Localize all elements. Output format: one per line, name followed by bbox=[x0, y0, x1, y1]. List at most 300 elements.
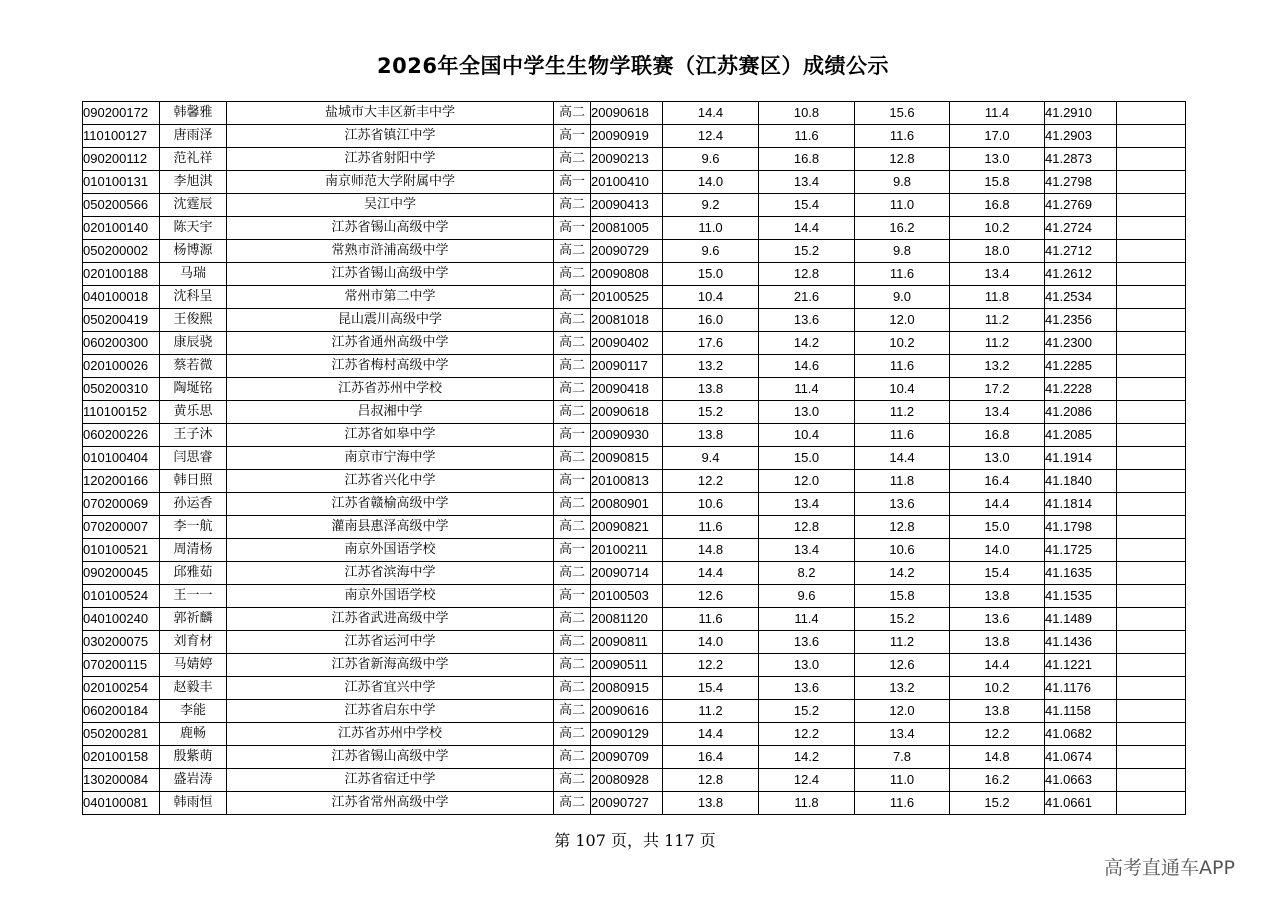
cell-score-2: 10.4 bbox=[759, 424, 855, 447]
cell-score-4: 13.8 bbox=[950, 700, 1045, 723]
cell-name: 唐雨泽 bbox=[160, 125, 227, 148]
cell-school: 江苏省宿迁中学 bbox=[227, 769, 554, 792]
cell-score-1: 12.2 bbox=[663, 470, 759, 493]
results-table bbox=[82, 101, 1186, 815]
table-row bbox=[83, 654, 1186, 677]
cell-score-3: 13.2 bbox=[855, 677, 950, 700]
cell-score-2: 9.6 bbox=[759, 585, 855, 608]
table-row bbox=[83, 263, 1186, 286]
cell-grade: 高二 bbox=[554, 723, 591, 746]
cell-score-3: 11.6 bbox=[855, 792, 950, 815]
cell-exam-id: 120200166 bbox=[83, 470, 160, 493]
cell-score-2: 21.6 bbox=[759, 286, 855, 309]
cell-name: 王子沐 bbox=[160, 424, 227, 447]
cell-score-1: 13.8 bbox=[663, 792, 759, 815]
cell-total: 41.2798 bbox=[1045, 171, 1117, 194]
cell-exam-id: 010100404 bbox=[83, 447, 160, 470]
cell-school: 江苏省新海高级中学 bbox=[227, 654, 554, 677]
cell-school: 江苏省宜兴中学 bbox=[227, 677, 554, 700]
cell-birthdate: 20090418 bbox=[591, 378, 663, 401]
table-row bbox=[83, 562, 1186, 585]
cell-score-3: 12.8 bbox=[855, 516, 950, 539]
cell-name: 蔡若微 bbox=[160, 355, 227, 378]
cell-grade: 高二 bbox=[554, 631, 591, 654]
cell-extra bbox=[1117, 125, 1186, 148]
cell-total: 41.1725 bbox=[1045, 539, 1117, 562]
cell-birthdate: 20100503 bbox=[591, 585, 663, 608]
table-row bbox=[83, 585, 1186, 608]
cell-grade: 高二 bbox=[554, 769, 591, 792]
cell-extra bbox=[1117, 102, 1186, 125]
cell-score-1: 11.2 bbox=[663, 700, 759, 723]
cell-total: 41.2086 bbox=[1045, 401, 1117, 424]
table-row bbox=[83, 516, 1186, 539]
cell-score-3: 11.2 bbox=[855, 401, 950, 424]
cell-school: 江苏省锡山高级中学 bbox=[227, 217, 554, 240]
table-row bbox=[83, 424, 1186, 447]
cell-exam-id: 030200075 bbox=[83, 631, 160, 654]
cell-score-2: 15.2 bbox=[759, 240, 855, 263]
cell-exam-id: 060200300 bbox=[83, 332, 160, 355]
cell-birthdate: 20090413 bbox=[591, 194, 663, 217]
cell-extra bbox=[1117, 631, 1186, 654]
cell-exam-id: 050200002 bbox=[83, 240, 160, 263]
cell-exam-id: 050200566 bbox=[83, 194, 160, 217]
cell-extra bbox=[1117, 585, 1186, 608]
cell-grade: 高二 bbox=[554, 240, 591, 263]
cell-birthdate: 20090811 bbox=[591, 631, 663, 654]
cell-name: 韩日照 bbox=[160, 470, 227, 493]
cell-score-1: 14.4 bbox=[663, 562, 759, 585]
cell-total: 41.1798 bbox=[1045, 516, 1117, 539]
cell-extra bbox=[1117, 447, 1186, 470]
cell-school: 江苏省苏州中学校 bbox=[227, 378, 554, 401]
cell-grade: 高二 bbox=[554, 654, 591, 677]
cell-score-3: 12.0 bbox=[855, 700, 950, 723]
cell-school: 江苏省兴化中学 bbox=[227, 470, 554, 493]
cell-score-2: 13.4 bbox=[759, 493, 855, 516]
cell-grade: 高二 bbox=[554, 102, 591, 125]
cell-total: 41.2534 bbox=[1045, 286, 1117, 309]
cell-score-2: 14.2 bbox=[759, 746, 855, 769]
cell-score-3: 12.8 bbox=[855, 148, 950, 171]
cell-birthdate: 20090117 bbox=[591, 355, 663, 378]
table-row bbox=[83, 470, 1186, 493]
cell-score-4: 11.2 bbox=[950, 332, 1045, 355]
cell-name: 康辰骁 bbox=[160, 332, 227, 355]
cell-birthdate: 20100211 bbox=[591, 539, 663, 562]
cell-exam-id: 050200310 bbox=[83, 378, 160, 401]
cell-exam-id: 010100131 bbox=[83, 171, 160, 194]
cell-score-3: 9.8 bbox=[855, 171, 950, 194]
table-row bbox=[83, 217, 1186, 240]
page-footer: 第 107 页，共 117 页 bbox=[554, 831, 716, 850]
table-row bbox=[83, 309, 1186, 332]
cell-score-3: 15.2 bbox=[855, 608, 950, 631]
cell-school: 江苏省镇江中学 bbox=[227, 125, 554, 148]
table-row bbox=[83, 539, 1186, 562]
cell-score-4: 13.0 bbox=[950, 148, 1045, 171]
cell-name: 周清杨 bbox=[160, 539, 227, 562]
cell-extra bbox=[1117, 792, 1186, 815]
cell-total: 41.1840 bbox=[1045, 470, 1117, 493]
cell-score-1: 12.8 bbox=[663, 769, 759, 792]
table-row bbox=[83, 723, 1186, 746]
cell-school: 江苏省武进高级中学 bbox=[227, 608, 554, 631]
cell-exam-id: 020100158 bbox=[83, 746, 160, 769]
cell-score-4: 15.2 bbox=[950, 792, 1045, 815]
table-row bbox=[83, 608, 1186, 631]
cell-total: 41.1489 bbox=[1045, 608, 1117, 631]
cell-score-4: 13.8 bbox=[950, 585, 1045, 608]
cell-school: 南京外国语学校 bbox=[227, 539, 554, 562]
cell-total: 41.2873 bbox=[1045, 148, 1117, 171]
cell-score-3: 11.6 bbox=[855, 263, 950, 286]
table-row bbox=[83, 171, 1186, 194]
cell-score-4: 16.4 bbox=[950, 470, 1045, 493]
cell-score-3: 11.0 bbox=[855, 769, 950, 792]
cell-score-2: 11.8 bbox=[759, 792, 855, 815]
cell-exam-id: 020100026 bbox=[83, 355, 160, 378]
cell-extra bbox=[1117, 723, 1186, 746]
cell-grade: 高二 bbox=[554, 355, 591, 378]
table-row bbox=[83, 769, 1186, 792]
cell-extra bbox=[1117, 608, 1186, 631]
cell-grade: 高二 bbox=[554, 493, 591, 516]
cell-extra bbox=[1117, 424, 1186, 447]
cell-extra bbox=[1117, 516, 1186, 539]
cell-score-1: 14.8 bbox=[663, 539, 759, 562]
cell-score-1: 13.8 bbox=[663, 424, 759, 447]
cell-score-3: 11.8 bbox=[855, 470, 950, 493]
cell-birthdate: 20080928 bbox=[591, 769, 663, 792]
cell-score-2: 12.4 bbox=[759, 769, 855, 792]
cell-score-2: 12.2 bbox=[759, 723, 855, 746]
cell-score-4: 16.8 bbox=[950, 194, 1045, 217]
cell-score-1: 13.2 bbox=[663, 355, 759, 378]
cell-school: 灌南县惠泽高级中学 bbox=[227, 516, 554, 539]
cell-extra bbox=[1117, 309, 1186, 332]
cell-score-3: 12.6 bbox=[855, 654, 950, 677]
cell-total: 41.0663 bbox=[1045, 769, 1117, 792]
cell-school: 江苏省常州高级中学 bbox=[227, 792, 554, 815]
cell-extra bbox=[1117, 148, 1186, 171]
cell-total: 41.2285 bbox=[1045, 355, 1117, 378]
cell-exam-id: 110100127 bbox=[83, 125, 160, 148]
cell-score-1: 16.0 bbox=[663, 309, 759, 332]
cell-name: 韩雨恒 bbox=[160, 792, 227, 815]
cell-birthdate: 20090709 bbox=[591, 746, 663, 769]
cell-name: 沈科呈 bbox=[160, 286, 227, 309]
table-row bbox=[83, 125, 1186, 148]
cell-score-2: 13.4 bbox=[759, 171, 855, 194]
cell-school: 江苏省滨海中学 bbox=[227, 562, 554, 585]
cell-extra bbox=[1117, 217, 1186, 240]
cell-score-1: 9.6 bbox=[663, 148, 759, 171]
cell-extra bbox=[1117, 493, 1186, 516]
cell-score-1: 14.4 bbox=[663, 102, 759, 125]
cell-exam-id: 010100524 bbox=[83, 585, 160, 608]
cell-score-3: 11.6 bbox=[855, 125, 950, 148]
cell-score-4: 12.2 bbox=[950, 723, 1045, 746]
cell-score-2: 14.4 bbox=[759, 217, 855, 240]
cell-extra bbox=[1117, 355, 1186, 378]
cell-score-1: 12.2 bbox=[663, 654, 759, 677]
cell-exam-id: 020100188 bbox=[83, 263, 160, 286]
cell-total: 41.1221 bbox=[1045, 654, 1117, 677]
table-body bbox=[83, 102, 1186, 815]
cell-school: 江苏省赣榆高级中学 bbox=[227, 493, 554, 516]
cell-score-2: 12.0 bbox=[759, 470, 855, 493]
cell-score-2: 15.2 bbox=[759, 700, 855, 723]
cell-score-3: 7.8 bbox=[855, 746, 950, 769]
cell-birthdate: 20100813 bbox=[591, 470, 663, 493]
cell-grade: 高一 bbox=[554, 217, 591, 240]
cell-score-2: 14.2 bbox=[759, 332, 855, 355]
cell-score-3: 10.6 bbox=[855, 539, 950, 562]
cell-school: 江苏省苏州中学校 bbox=[227, 723, 554, 746]
cell-score-4: 16.2 bbox=[950, 769, 1045, 792]
cell-grade: 高一 bbox=[554, 286, 591, 309]
cell-total: 41.2612 bbox=[1045, 263, 1117, 286]
cell-birthdate: 20081120 bbox=[591, 608, 663, 631]
cell-score-3: 15.8 bbox=[855, 585, 950, 608]
watermark: 高考直通车APP bbox=[1104, 857, 1235, 879]
cell-score-4: 17.2 bbox=[950, 378, 1045, 401]
cell-grade: 高二 bbox=[554, 401, 591, 424]
cell-total: 41.1535 bbox=[1045, 585, 1117, 608]
cell-extra bbox=[1117, 746, 1186, 769]
cell-score-1: 15.0 bbox=[663, 263, 759, 286]
cell-score-3: 11.2 bbox=[855, 631, 950, 654]
cell-score-4: 10.2 bbox=[950, 217, 1045, 240]
cell-birthdate: 20090729 bbox=[591, 240, 663, 263]
cell-birthdate: 20081005 bbox=[591, 217, 663, 240]
cell-school: 南京外国语学校 bbox=[227, 585, 554, 608]
cell-score-1: 10.6 bbox=[663, 493, 759, 516]
cell-school: 南京市宁海中学 bbox=[227, 447, 554, 470]
cell-birthdate: 20090402 bbox=[591, 332, 663, 355]
cell-score-4: 16.8 bbox=[950, 424, 1045, 447]
cell-birthdate: 20100525 bbox=[591, 286, 663, 309]
cell-score-3: 11.0 bbox=[855, 194, 950, 217]
cell-extra bbox=[1117, 470, 1186, 493]
cell-total: 41.2300 bbox=[1045, 332, 1117, 355]
cell-extra bbox=[1117, 286, 1186, 309]
cell-total: 41.2724 bbox=[1045, 217, 1117, 240]
cell-birthdate: 20080901 bbox=[591, 493, 663, 516]
cell-extra bbox=[1117, 654, 1186, 677]
cell-total: 41.1635 bbox=[1045, 562, 1117, 585]
cell-grade: 高二 bbox=[554, 516, 591, 539]
cell-name: 王一一 bbox=[160, 585, 227, 608]
cell-score-2: 15.0 bbox=[759, 447, 855, 470]
cell-birthdate: 20090616 bbox=[591, 700, 663, 723]
cell-school: 江苏省通州高级中学 bbox=[227, 332, 554, 355]
cell-extra bbox=[1117, 378, 1186, 401]
table-row bbox=[83, 194, 1186, 217]
cell-grade: 高二 bbox=[554, 378, 591, 401]
cell-exam-id: 070200069 bbox=[83, 493, 160, 516]
cell-school: 吴江中学 bbox=[227, 194, 554, 217]
cell-exam-id: 130200084 bbox=[83, 769, 160, 792]
cell-total: 41.1176 bbox=[1045, 677, 1117, 700]
cell-name: 马婧婷 bbox=[160, 654, 227, 677]
cell-extra bbox=[1117, 677, 1186, 700]
cell-name: 沈霆辰 bbox=[160, 194, 227, 217]
cell-name: 鹿畅 bbox=[160, 723, 227, 746]
cell-score-3: 14.2 bbox=[855, 562, 950, 585]
cell-score-2: 16.8 bbox=[759, 148, 855, 171]
cell-score-4: 13.4 bbox=[950, 263, 1045, 286]
cell-grade: 高二 bbox=[554, 309, 591, 332]
table-row bbox=[83, 148, 1186, 171]
cell-school: 南京师范大学附属中学 bbox=[227, 171, 554, 194]
cell-score-2: 11.4 bbox=[759, 378, 855, 401]
cell-grade: 高一 bbox=[554, 585, 591, 608]
cell-score-1: 9.2 bbox=[663, 194, 759, 217]
cell-school: 常熟市浒浦高级中学 bbox=[227, 240, 554, 263]
cell-score-1: 12.6 bbox=[663, 585, 759, 608]
cell-name: 范礼祥 bbox=[160, 148, 227, 171]
cell-score-3: 10.2 bbox=[855, 332, 950, 355]
cell-score-4: 14.0 bbox=[950, 539, 1045, 562]
cell-score-3: 12.0 bbox=[855, 309, 950, 332]
cell-total: 41.2910 bbox=[1045, 102, 1117, 125]
cell-grade: 高一 bbox=[554, 470, 591, 493]
cell-score-3: 13.6 bbox=[855, 493, 950, 516]
cell-total: 41.1814 bbox=[1045, 493, 1117, 516]
cell-grade: 高一 bbox=[554, 171, 591, 194]
cell-score-4: 15.0 bbox=[950, 516, 1045, 539]
cell-score-1: 17.6 bbox=[663, 332, 759, 355]
cell-birthdate: 20090213 bbox=[591, 148, 663, 171]
cell-school: 吕叔湘中学 bbox=[227, 401, 554, 424]
cell-score-1: 14.0 bbox=[663, 631, 759, 654]
cell-name: 王俊熙 bbox=[160, 309, 227, 332]
cell-total: 41.1158 bbox=[1045, 700, 1117, 723]
cell-score-4: 18.0 bbox=[950, 240, 1045, 263]
cell-exam-id: 060200184 bbox=[83, 700, 160, 723]
cell-score-1: 11.0 bbox=[663, 217, 759, 240]
cell-score-3: 13.4 bbox=[855, 723, 950, 746]
cell-score-4: 10.2 bbox=[950, 677, 1045, 700]
cell-total: 41.2356 bbox=[1045, 309, 1117, 332]
cell-birthdate: 20090919 bbox=[591, 125, 663, 148]
cell-exam-id: 070200007 bbox=[83, 516, 160, 539]
cell-score-1: 11.6 bbox=[663, 516, 759, 539]
cell-school: 昆山震川高级中学 bbox=[227, 309, 554, 332]
cell-score-1: 15.4 bbox=[663, 677, 759, 700]
cell-score-4: 14.4 bbox=[950, 654, 1045, 677]
table-row bbox=[83, 102, 1186, 125]
cell-score-1: 14.4 bbox=[663, 723, 759, 746]
cell-name: 李旭淇 bbox=[160, 171, 227, 194]
cell-total: 41.0674 bbox=[1045, 746, 1117, 769]
cell-score-1: 13.8 bbox=[663, 378, 759, 401]
cell-extra bbox=[1117, 700, 1186, 723]
cell-extra bbox=[1117, 562, 1186, 585]
cell-exam-id: 090200045 bbox=[83, 562, 160, 585]
cell-exam-id: 020100254 bbox=[83, 677, 160, 700]
cell-score-1: 11.6 bbox=[663, 608, 759, 631]
cell-birthdate: 20090821 bbox=[591, 516, 663, 539]
cell-total: 41.0661 bbox=[1045, 792, 1117, 815]
cell-score-4: 15.4 bbox=[950, 562, 1045, 585]
cell-school: 江苏省如皋中学 bbox=[227, 424, 554, 447]
cell-name: 李一航 bbox=[160, 516, 227, 539]
cell-score-4: 13.8 bbox=[950, 631, 1045, 654]
cell-exam-id: 040100081 bbox=[83, 792, 160, 815]
cell-exam-id: 040100240 bbox=[83, 608, 160, 631]
cell-score-2: 14.6 bbox=[759, 355, 855, 378]
cell-exam-id: 070200115 bbox=[83, 654, 160, 677]
cell-score-3: 16.2 bbox=[855, 217, 950, 240]
cell-birthdate: 20090808 bbox=[591, 263, 663, 286]
cell-score-1: 14.0 bbox=[663, 171, 759, 194]
cell-school: 常州市第二中学 bbox=[227, 286, 554, 309]
cell-total: 41.0682 bbox=[1045, 723, 1117, 746]
cell-extra bbox=[1117, 401, 1186, 424]
cell-grade: 高一 bbox=[554, 539, 591, 562]
cell-score-3: 9.8 bbox=[855, 240, 950, 263]
table-row bbox=[83, 286, 1186, 309]
cell-score-4: 13.6 bbox=[950, 608, 1045, 631]
cell-score-2: 13.6 bbox=[759, 677, 855, 700]
cell-grade: 高二 bbox=[554, 332, 591, 355]
cell-exam-id: 090200112 bbox=[83, 148, 160, 171]
cell-total: 41.2085 bbox=[1045, 424, 1117, 447]
cell-birthdate: 20090511 bbox=[591, 654, 663, 677]
cell-score-3: 11.6 bbox=[855, 424, 950, 447]
cell-score-2: 8.2 bbox=[759, 562, 855, 585]
cell-score-1: 9.4 bbox=[663, 447, 759, 470]
cell-school: 江苏省梅村高级中学 bbox=[227, 355, 554, 378]
cell-extra bbox=[1117, 332, 1186, 355]
cell-name: 马瑞 bbox=[160, 263, 227, 286]
cell-grade: 高二 bbox=[554, 263, 591, 286]
cell-score-4: 14.4 bbox=[950, 493, 1045, 516]
cell-name: 赵毅丰 bbox=[160, 677, 227, 700]
cell-name: 郭祈麟 bbox=[160, 608, 227, 631]
cell-birthdate: 20090618 bbox=[591, 401, 663, 424]
cell-birthdate: 20090727 bbox=[591, 792, 663, 815]
cell-exam-id: 050200281 bbox=[83, 723, 160, 746]
table-row bbox=[83, 240, 1186, 263]
cell-birthdate: 20080915 bbox=[591, 677, 663, 700]
cell-score-2: 11.4 bbox=[759, 608, 855, 631]
cell-total: 41.2228 bbox=[1045, 378, 1117, 401]
table-row bbox=[83, 401, 1186, 424]
cell-score-2: 11.6 bbox=[759, 125, 855, 148]
cell-extra bbox=[1117, 194, 1186, 217]
cell-school: 江苏省运河中学 bbox=[227, 631, 554, 654]
cell-grade: 高二 bbox=[554, 677, 591, 700]
cell-grade: 高一 bbox=[554, 125, 591, 148]
cell-total: 41.2903 bbox=[1045, 125, 1117, 148]
page-title: 2026年全国中学生生物学联赛（江苏赛区）成绩公示 bbox=[377, 54, 889, 78]
cell-score-1: 12.4 bbox=[663, 125, 759, 148]
table-row bbox=[83, 332, 1186, 355]
cell-grade: 高一 bbox=[554, 424, 591, 447]
cell-name: 李能 bbox=[160, 700, 227, 723]
cell-birthdate: 20090815 bbox=[591, 447, 663, 470]
cell-grade: 高二 bbox=[554, 562, 591, 585]
table-row bbox=[83, 631, 1186, 654]
cell-name: 盛岩涛 bbox=[160, 769, 227, 792]
cell-birthdate: 20090714 bbox=[591, 562, 663, 585]
cell-name: 杨博源 bbox=[160, 240, 227, 263]
